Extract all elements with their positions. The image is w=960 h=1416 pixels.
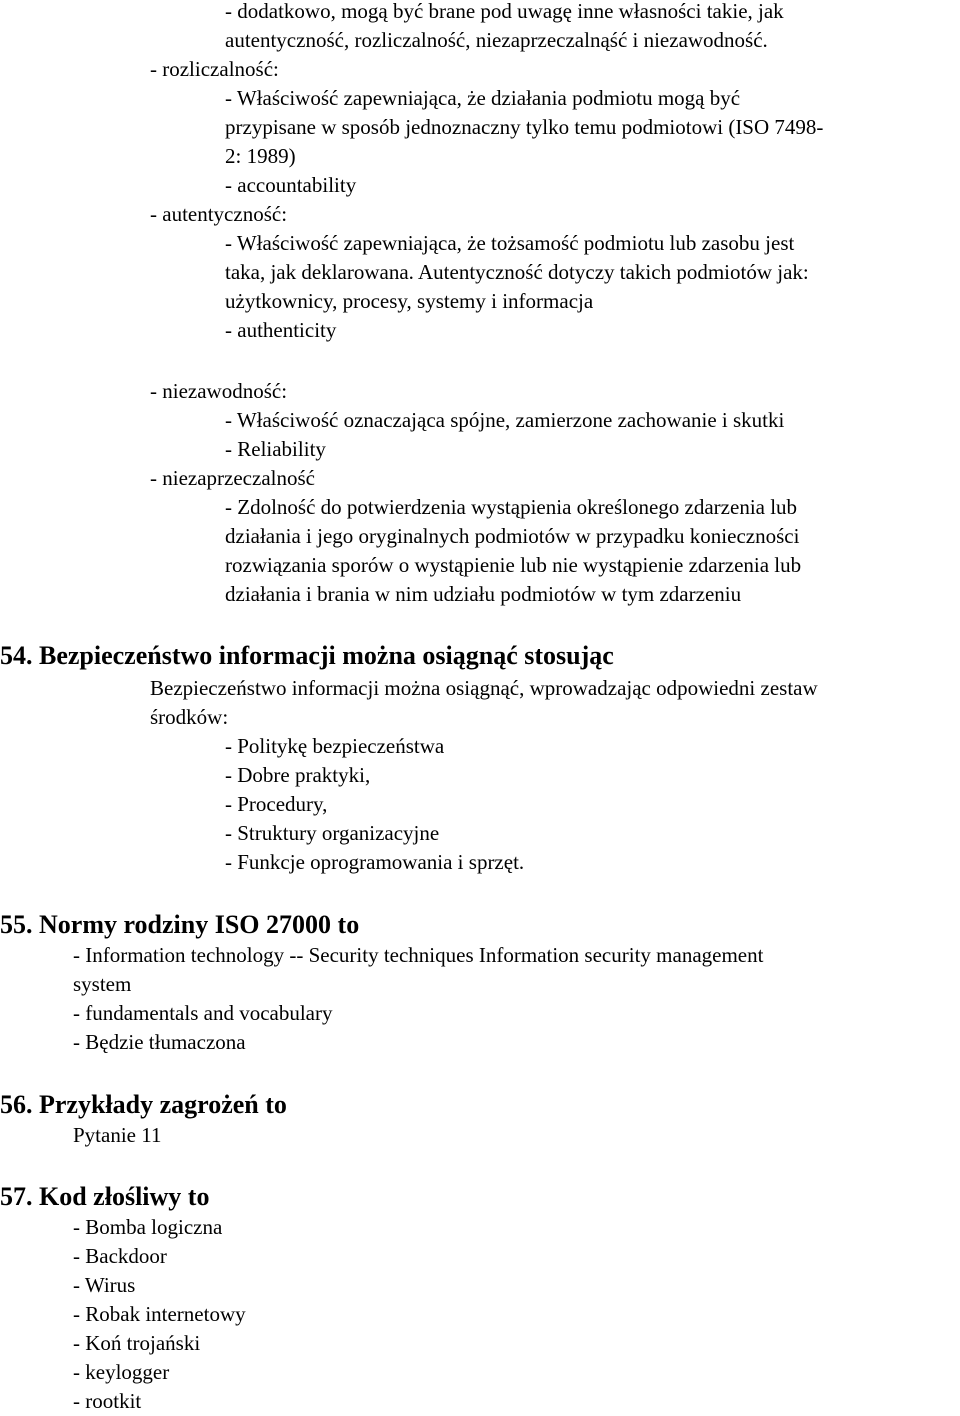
list-item: - Struktury organizacyjne	[225, 821, 440, 845]
text-line: Pytanie 11	[73, 1123, 162, 1147]
text-line: działania i jego oryginalnych podmiotów w przypadku konieczności	[225, 524, 800, 548]
text-line: 2: 1989)	[225, 144, 296, 168]
text-line: - Będzie tłumaczona	[73, 1030, 246, 1054]
text-line: - fundamentals and vocabulary	[73, 1001, 333, 1025]
list-item: - keylogger	[73, 1360, 170, 1384]
list-item: - rootkit	[73, 1389, 142, 1413]
question-heading-57: 57. Kod złośliwy to	[0, 1182, 210, 1211]
list-item: - Koń trojański	[73, 1331, 201, 1355]
definition-term: - autentyczność:	[150, 202, 288, 226]
question-heading-54: 54. Bezpieczeństwo informacji można osiągnąć stosując	[0, 641, 614, 670]
text-line: - Zdolność do potwierdzenia wystąpienia określonego zdarzenia lub	[225, 495, 798, 519]
definition-term: - niezawodność:	[150, 379, 288, 403]
text-line: Bezpieczeństwo informacji można osiągnąć, wprowadzając odpowiedni zestaw	[150, 676, 818, 700]
list-item: - Funkcje oprogramowania i sprzęt.	[225, 850, 525, 874]
text-line: - accountability	[225, 173, 357, 197]
list-item: - Dobre praktyki,	[225, 763, 371, 787]
text-line: użytkownicy, procesy, systemy i informacja	[225, 289, 594, 313]
text-line: rozwiązania sporów o wystąpienie lub nie wystąpienie zdarzenia lub	[225, 553, 802, 577]
text-line: - Właściwość oznaczająca spójne, zamierzone zachowanie i skutki	[225, 408, 785, 432]
text-line: - Reliability	[225, 437, 326, 461]
text-line: - Właściwość zapewniająca, że tożsamość podmiotu lub zasobu jest	[225, 231, 795, 255]
list-item: - Wirus	[73, 1273, 136, 1297]
text-line: środków:	[150, 705, 229, 729]
text-line: przypisane w sposób jednoznaczny tylko temu podmiotowi (ISO 7498-	[225, 115, 824, 139]
definition-term: - rozliczalność:	[150, 57, 279, 81]
text-line: - dodatkowo, mogą być brane pod uwagę inne własności takie, jak	[225, 0, 784, 23]
list-item: - Politykę bezpieczeństwa	[225, 734, 445, 758]
list-item: - Backdoor	[73, 1244, 167, 1268]
list-item: - Procedury,	[225, 792, 328, 816]
text-line: - authenticity	[225, 318, 337, 342]
text-line: - Information technology -- Security techniques Information security management	[73, 943, 764, 967]
text-line: działania i brania w nim udziału podmiotów w tym zdarzeniu	[225, 582, 742, 606]
list-item: - Robak internetowy	[73, 1302, 246, 1326]
text-line: autentyczność, rozliczalność, niezaprzeczalnąść i niezawodność.	[225, 28, 768, 52]
question-heading-55: 55. Normy rodziny ISO 27000 to	[0, 910, 360, 939]
definition-term: - niezaprzeczalność	[150, 466, 315, 490]
text-line: taka, jak deklarowana. Autentyczność dotyczy takich podmiotów jak:	[225, 260, 809, 284]
text-line: system	[73, 972, 132, 996]
text-line: - Właściwość zapewniająca, że działania podmiotu mogą być	[225, 86, 741, 110]
list-item: - Bomba logiczna	[73, 1215, 223, 1239]
question-heading-56: 56. Przykłady zagrożeń to	[0, 1090, 287, 1119]
